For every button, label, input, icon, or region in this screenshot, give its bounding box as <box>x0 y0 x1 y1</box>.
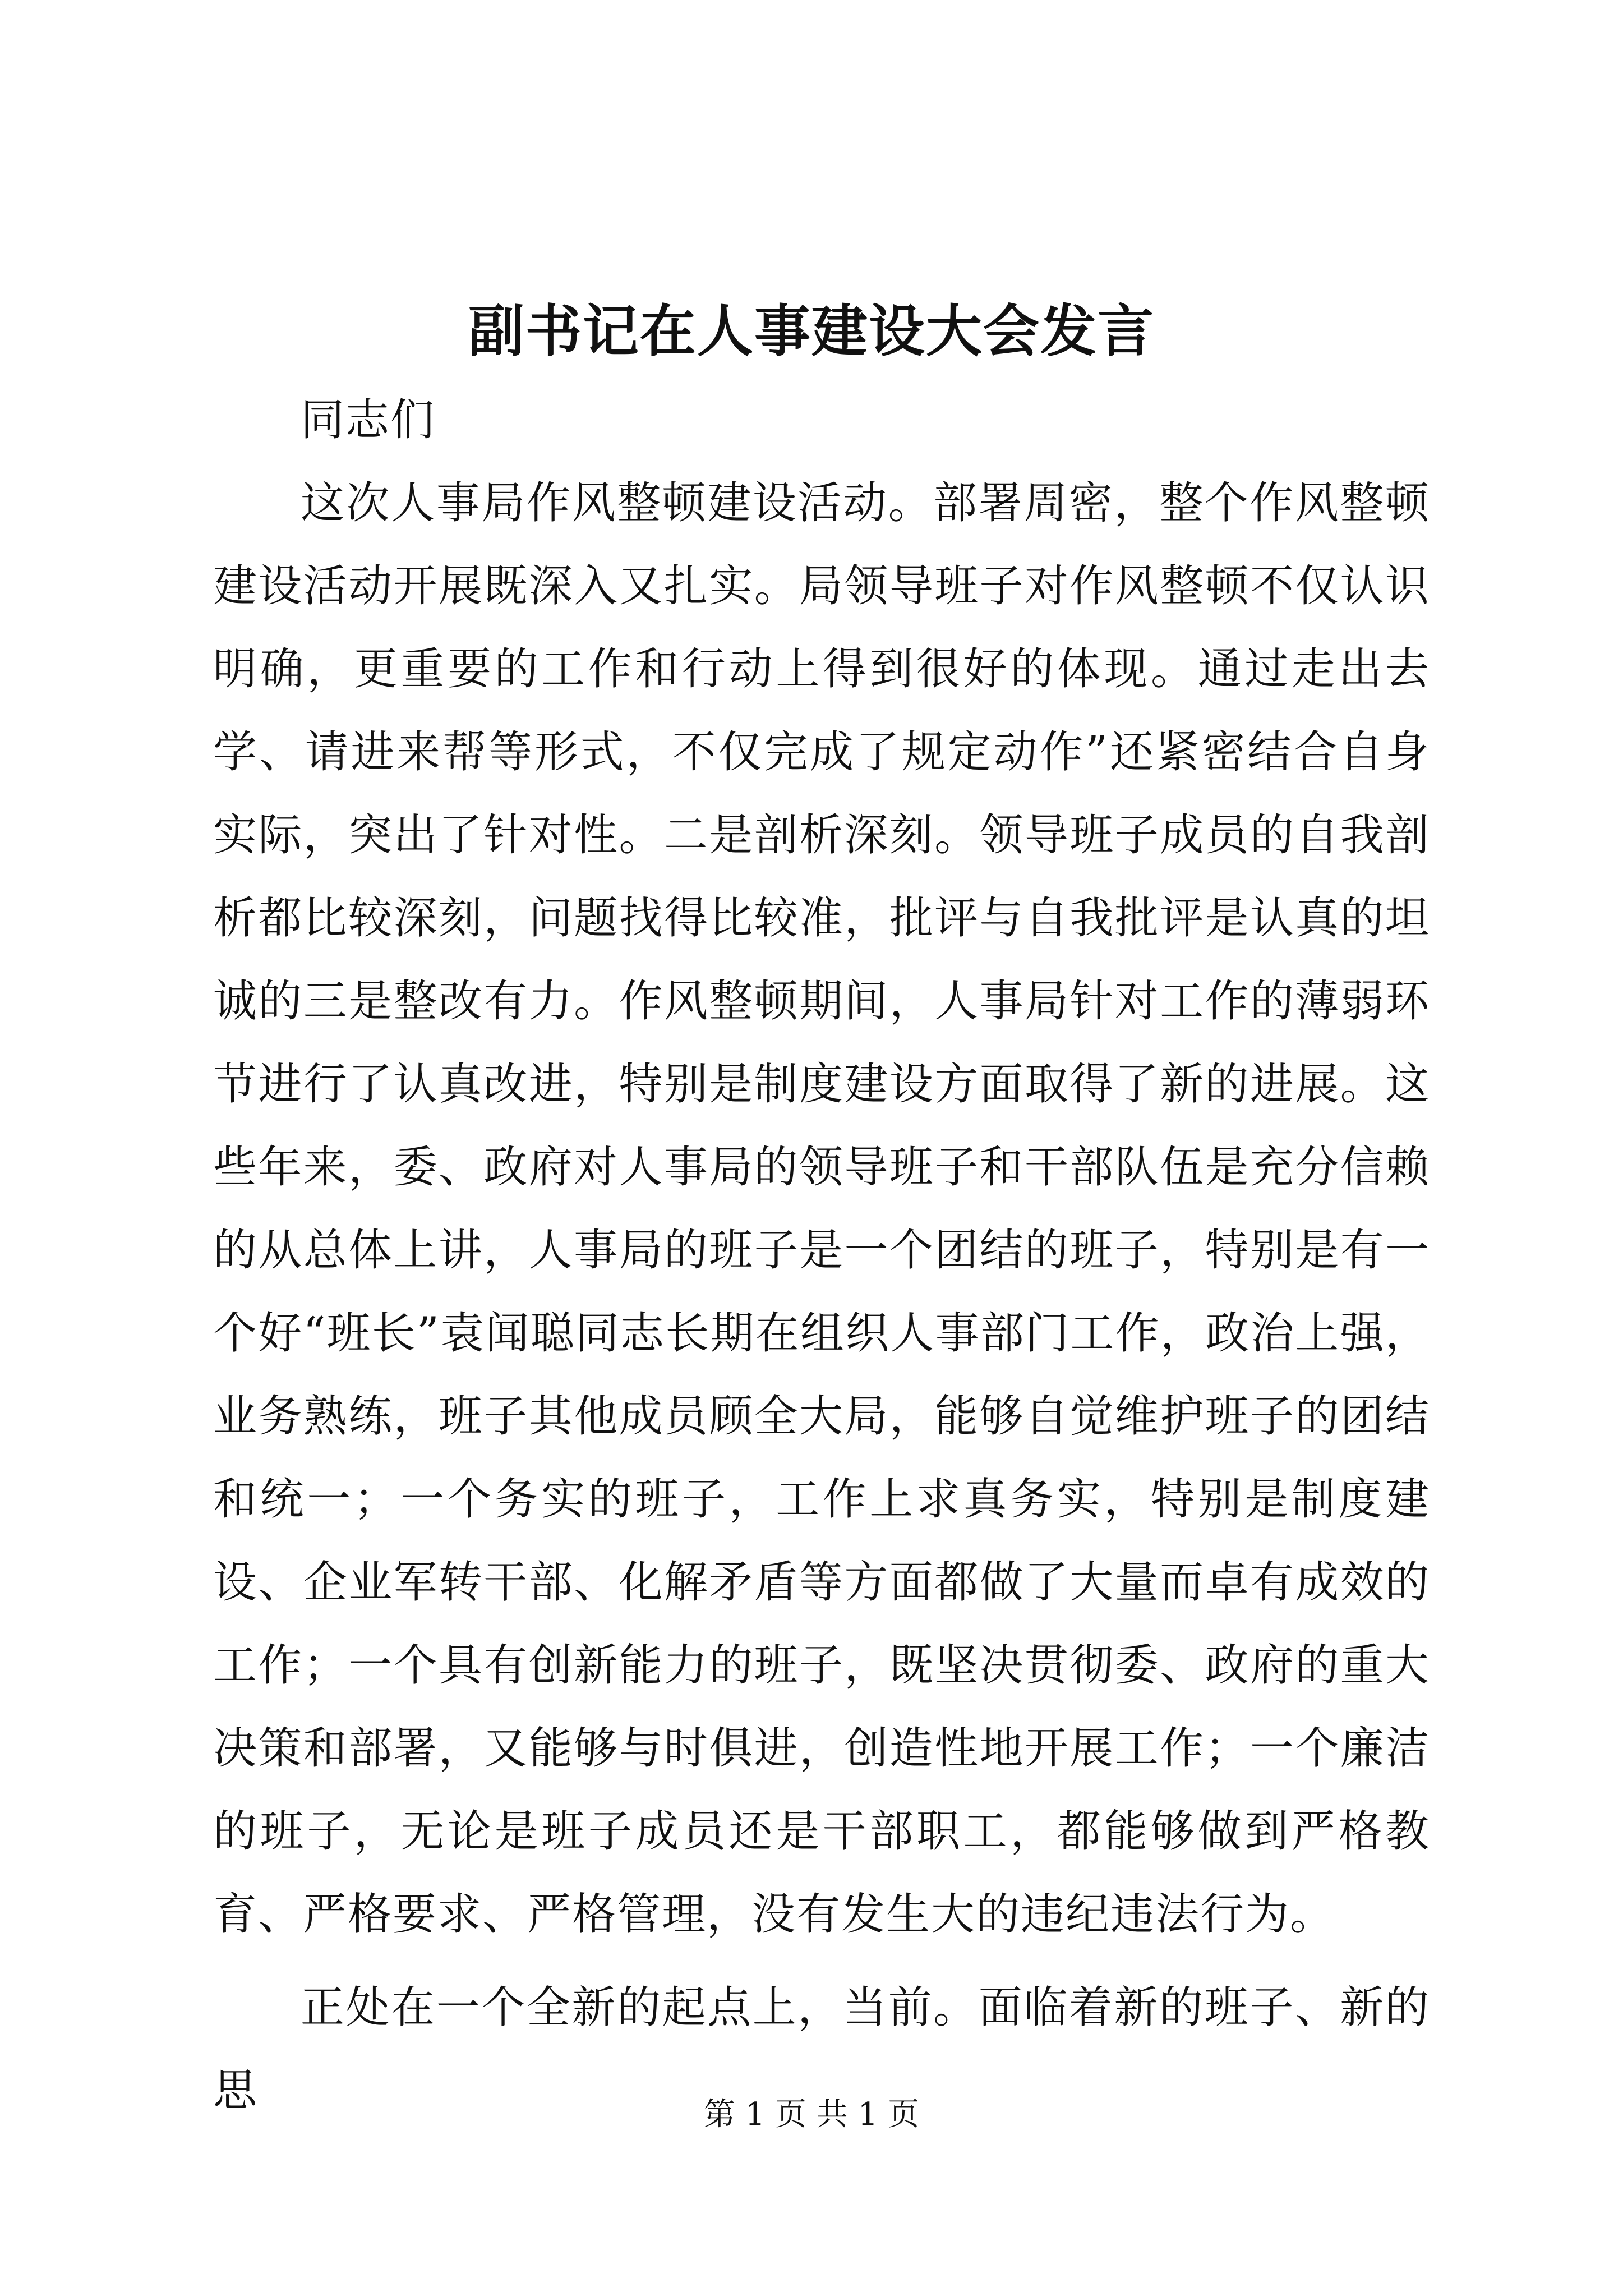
body-paragraph: 正处在一个全新的起点上，当前。面临着新的班子、新的思 <box>213 1982 1430 2116</box>
body-paragraph: 这次人事局作风整顿建设活动。部署周密，整个作风整顿建设活动开展既深入又扎实。局领导班子对作风整顿不仅认识明确，更重要的工作和行动上得到很好的体现。通过走出去学、请进来帮等形式，不仅完成了规定动作”还紧密结合自身实际，突出了针对性。二是剖析深刻。领导班子成员的自我剖析都比较深刻，问题找得比较准，批评与自我批评是认真的坦诚的三是整改有力。作风整顿期间，人事局针对工作的薄弱环节进行了认真改进，特别是制度建设方面取得了新的进展。这些年来，委、政府对人事局的领导班子和干部队伍是充分信赖的从总体上讲，人事局的班子是一个团结的班子，特别是有一个好“班长”袁闻聪同志长期在组织人事部门工作，政治上强，业务熟练，班子其他成员顾全大局，能够自觉维护班子的团结和统一；一个务实的班子，工作上求真务实，特别是制度建设、企业军转干部、化解矛盾等方面都做了大量而卓有成效的工作；一个具有创新能力的班子，既坚决贯彻委、政府的重大决策和部署，又能够与时俱进，创造性地开展工作；一个廉洁的班子，无论是班子成员还是干部职工，都能够做到严格教育、严格要求、严格管理，没有发生大的违纪违法行为。 <box>213 478 1430 1940</box>
salutation-paragraph: 同志们 <box>301 395 436 445</box>
page-number-footer: 第 1 页 共 1 页 <box>703 2096 920 2133</box>
document-title: 副书记在人事建设大会发言 <box>468 298 1155 364</box>
document-body <box>213 379 1430 2132</box>
